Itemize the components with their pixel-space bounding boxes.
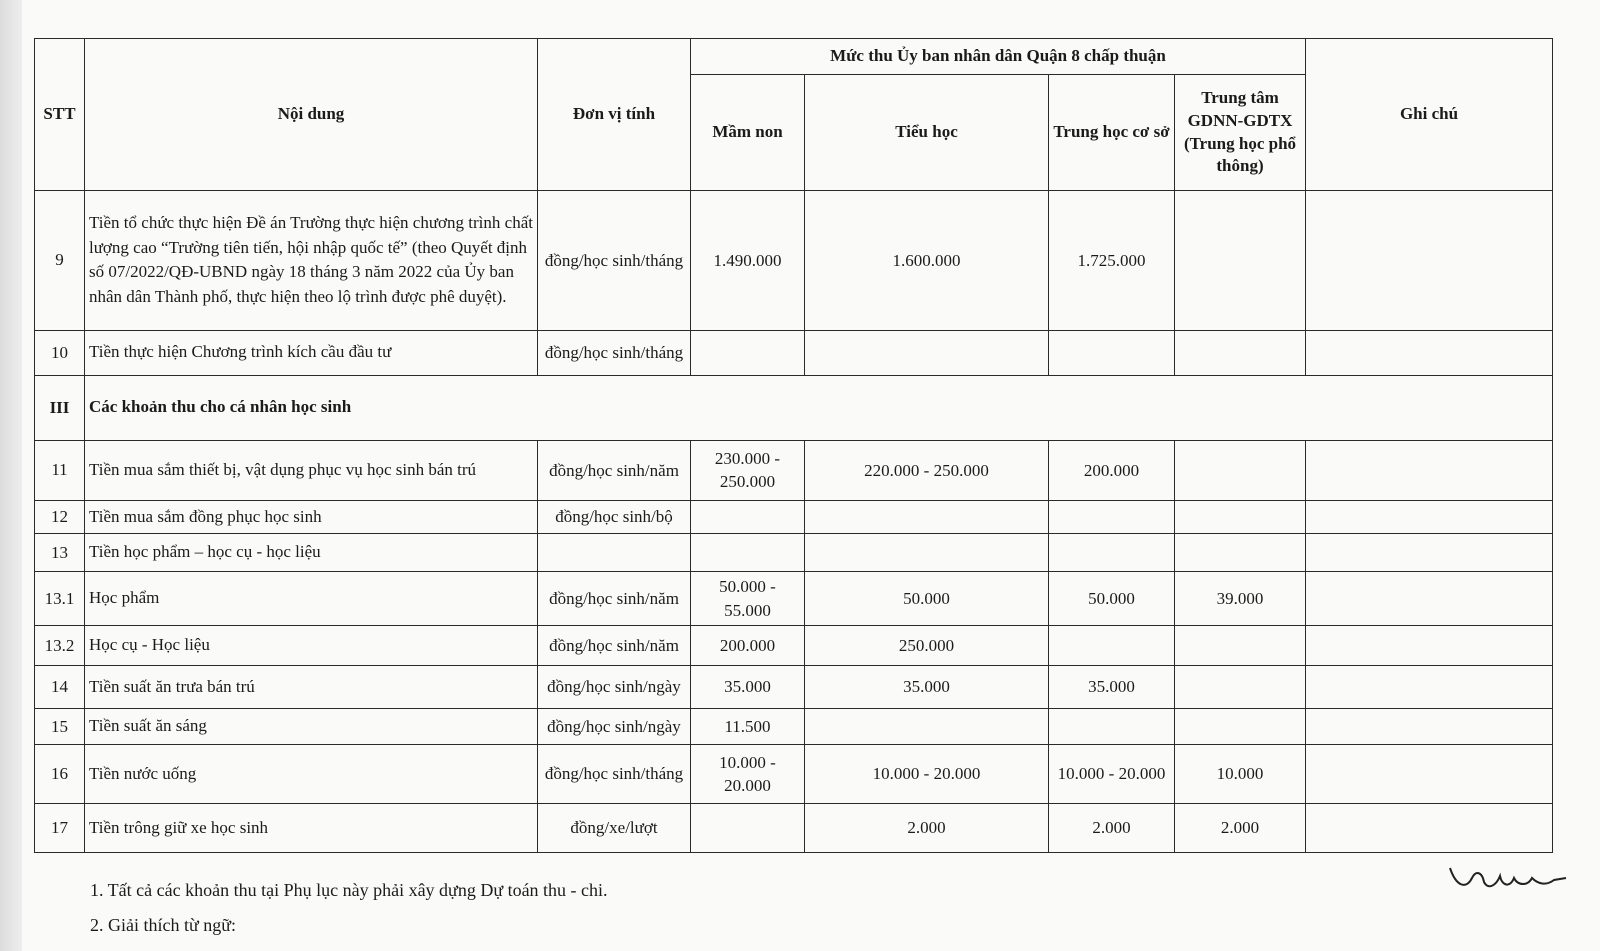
mam-non-cell: 50.000 - 55.000 [691, 572, 805, 625]
table-row [35, 745, 1553, 804]
unit-cell: đồng/học sinh/ngày [538, 708, 691, 745]
note-line-1: 1. Tất cả các khoản thu tại Phụ lục này phải xây dựng Dự toán thu - chi. [90, 880, 608, 900]
tieu-hoc-cell: 2.000 [805, 804, 1049, 853]
gdnn-cell [1175, 625, 1306, 666]
unit-cell: đồng/học sinh/ngày [538, 666, 691, 709]
unit-cell: đồng/học sinh/tháng [538, 191, 691, 331]
tieu-hoc-cell [805, 501, 1049, 533]
header-fee-group: Mức thu Ủy ban nhân dân Quận 8 chấp thuận [691, 39, 1306, 75]
note-cell [1306, 625, 1553, 666]
table-row [35, 501, 1553, 533]
header-stt: STT [35, 39, 85, 191]
mam-non-cell: 200.000 [691, 625, 805, 666]
thcs-cell [1049, 533, 1175, 572]
scan-edge [0, 0, 22, 951]
note-cell [1306, 501, 1553, 533]
section-title: Các khoản thu cho cá nhân học sinh [85, 375, 1553, 440]
tieu-hoc-cell: 50.000 [805, 572, 1049, 625]
content-cell: Học phẩm [85, 572, 538, 625]
tieu-hoc-cell: 1.600.000 [805, 191, 1049, 331]
stt-cell: 13.1 [35, 572, 85, 625]
content-cell: Tiền nước uống [85, 745, 538, 804]
note-cell [1306, 745, 1553, 804]
table-row [35, 533, 1553, 572]
content-cell: Tiền tổ chức thực hiện Đề án Trường thực hiện chương trình chất lượng cao “Trường tiên tiến, hội nhập quốc tế” (theo Quyết định số 07/2022/QĐ-UBND ngày 18 tháng 3 năm 2022 của Ủy ban nhân dân Thành phố, thực hiện theo lộ trình được phê duyệt). [85, 191, 538, 331]
gdnn-cell [1175, 330, 1306, 375]
table-row [35, 666, 1553, 709]
thcs-cell: 50.000 [1049, 572, 1175, 625]
content-cell: Tiền suất ăn trưa bán trú [85, 666, 538, 709]
note-cell [1306, 804, 1553, 853]
gdnn-cell [1175, 666, 1306, 709]
unit-cell: đồng/xe/lượt [538, 804, 691, 853]
table-row [35, 440, 1553, 501]
content-cell: Tiền thực hiện Chương trình kích cầu đầu tư [85, 330, 538, 375]
content-cell: Tiền học phẩm – học cụ - học liệu [85, 533, 538, 572]
header-note: Ghi chú [1306, 39, 1553, 191]
mam-non-cell [691, 533, 805, 572]
gdnn-cell: 10.000 [1175, 745, 1306, 804]
thcs-cell [1049, 625, 1175, 666]
content-cell: Tiền trông giữ xe học sinh [85, 804, 538, 853]
mam-non-cell [691, 501, 805, 533]
tieu-hoc-cell [805, 708, 1049, 745]
tieu-hoc-cell: 10.000 - 20.000 [805, 745, 1049, 804]
stt-cell: 12 [35, 501, 85, 533]
thcs-cell: 10.000 - 20.000 [1049, 745, 1175, 804]
content-cell: Tiền mua sắm đồng phục học sinh [85, 501, 538, 533]
mam-non-cell [691, 330, 805, 375]
table-header [35, 39, 1553, 191]
gdnn-cell [1175, 501, 1306, 533]
header-gdnn-gdtx: Trung tâm GDNN-GDTX (Trung học phổ thông) [1175, 75, 1306, 191]
table-body [35, 191, 1553, 853]
header-tieu-hoc: Tiểu học [805, 75, 1049, 191]
unit-cell: đồng/học sinh/tháng [538, 330, 691, 375]
thcs-cell [1049, 330, 1175, 375]
table-row [35, 572, 1553, 625]
thcs-cell [1049, 708, 1175, 745]
table-row [35, 804, 1553, 853]
note-cell [1306, 330, 1553, 375]
unit-cell: đồng/học sinh/bộ [538, 501, 691, 533]
header-unit: Đơn vị tính [538, 39, 691, 191]
content-cell: Học cụ - Học liệu [85, 625, 538, 666]
gdnn-cell [1175, 440, 1306, 501]
stt-cell: 14 [35, 666, 85, 709]
tieu-hoc-cell: 250.000 [805, 625, 1049, 666]
unit-cell: đồng/học sinh/năm [538, 572, 691, 625]
table-row [35, 708, 1553, 745]
mam-non-cell [691, 804, 805, 853]
header-mam-non: Mầm non [691, 75, 805, 191]
unit-cell: đồng/học sinh/tháng [538, 745, 691, 804]
mam-non-cell: 10.000 - 20.000 [691, 745, 805, 804]
table-row [35, 191, 1553, 331]
unit-cell: đồng/học sinh/năm [538, 440, 691, 501]
note-cell [1306, 191, 1553, 331]
stt-cell: III [35, 375, 85, 440]
stt-cell: 10 [35, 330, 85, 375]
thcs-cell: 1.725.000 [1049, 191, 1175, 331]
content-cell: Tiền suất ăn sáng [85, 708, 538, 745]
mam-non-cell: 11.500 [691, 708, 805, 745]
note-line-2: 2. Giải thích từ ngữ: [90, 915, 236, 935]
thcs-cell: 2.000 [1049, 804, 1175, 853]
thcs-cell: 200.000 [1049, 440, 1175, 501]
table-row [35, 375, 1553, 440]
note-cell [1306, 666, 1553, 709]
stt-cell: 13.2 [35, 625, 85, 666]
signature-initials [1446, 856, 1571, 896]
table-row [35, 625, 1553, 666]
stt-cell: 9 [35, 191, 85, 331]
header-content: Nội dung [85, 39, 538, 191]
gdnn-cell [1175, 191, 1306, 331]
tieu-hoc-cell: 35.000 [805, 666, 1049, 709]
tieu-hoc-cell [805, 533, 1049, 572]
content-cell: Tiền mua sắm thiết bị, vật dụng phục vụ học sinh bán trú [85, 440, 538, 501]
stt-cell: 11 [35, 440, 85, 501]
mam-non-cell: 1.490.000 [691, 191, 805, 331]
gdnn-cell: 39.000 [1175, 572, 1306, 625]
gdnn-cell [1175, 533, 1306, 572]
note-cell [1306, 533, 1553, 572]
mam-non-cell: 35.000 [691, 666, 805, 709]
mam-non-cell: 230.000 - 250.000 [691, 440, 805, 501]
unit-cell [538, 533, 691, 572]
note-cell [1306, 708, 1553, 745]
fee-table [34, 38, 1553, 853]
note-cell [1306, 572, 1553, 625]
notes [90, 880, 608, 950]
tieu-hoc-cell [805, 330, 1049, 375]
thcs-cell: 35.000 [1049, 666, 1175, 709]
stt-cell: 17 [35, 804, 85, 853]
note-cell [1306, 440, 1553, 501]
gdnn-cell [1175, 708, 1306, 745]
thcs-cell [1049, 501, 1175, 533]
stt-cell: 13 [35, 533, 85, 572]
stt-cell: 16 [35, 745, 85, 804]
stt-cell: 15 [35, 708, 85, 745]
unit-cell: đồng/học sinh/năm [538, 625, 691, 666]
tieu-hoc-cell: 220.000 - 250.000 [805, 440, 1049, 501]
table-row [35, 330, 1553, 375]
header-thcs: Trung học cơ sở [1049, 75, 1175, 191]
gdnn-cell: 2.000 [1175, 804, 1306, 853]
